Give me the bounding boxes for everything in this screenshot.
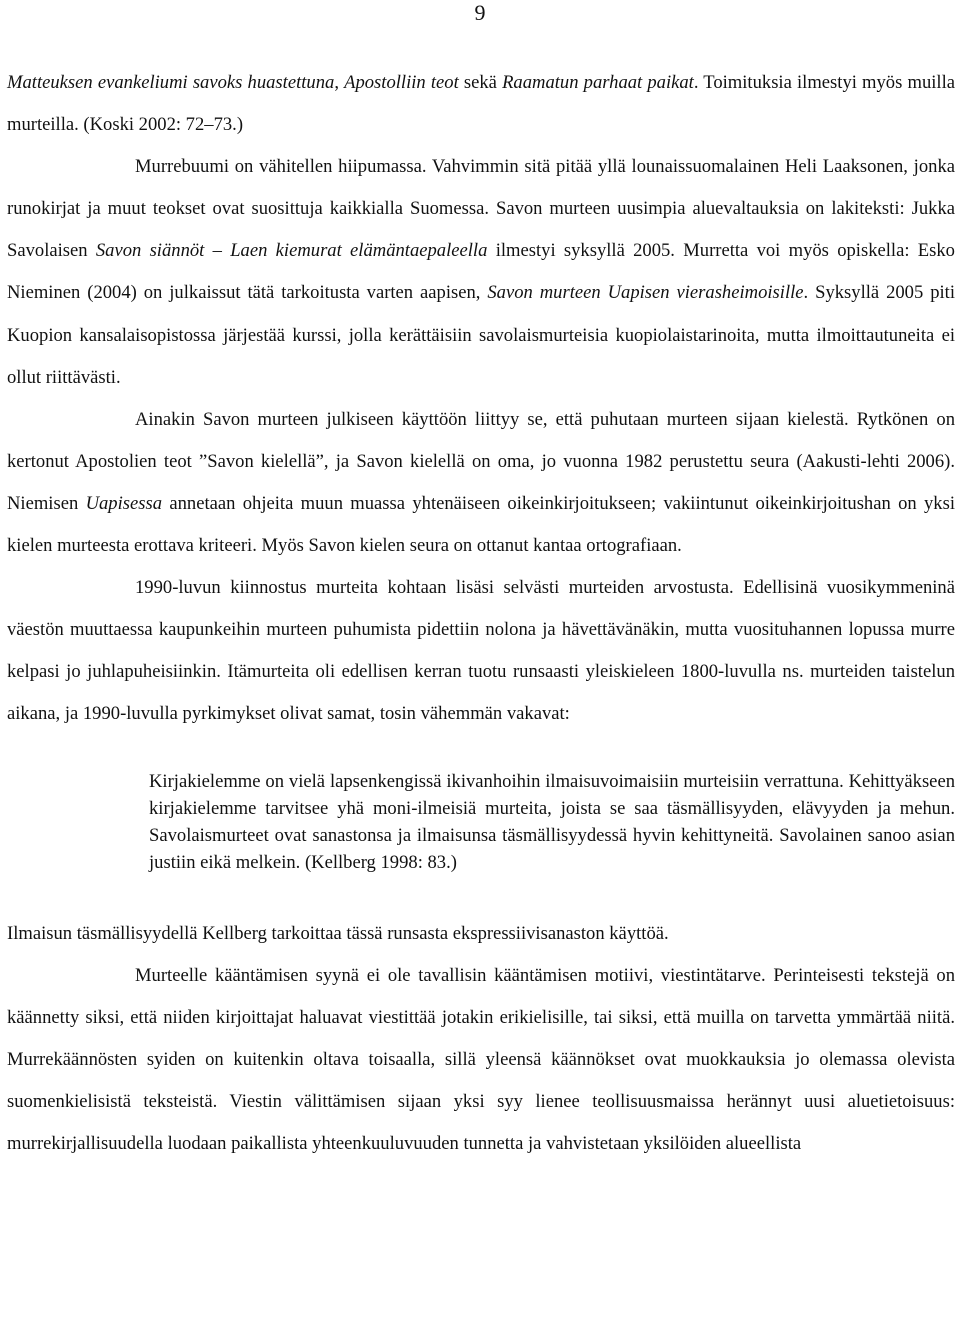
paragraph-kaantamisen-syy: Murteelle kääntämisen syynä ei ole tavallisin kääntämisen motiivi, viestintätarve. Perinteisesti tekstejä on käännetty siksi, että niiden kirjoittajat haluavat viestittää jotakin erikielisille, tai siksi, että muilla on tarvetta ymmärtää niitä. Murrekäännösten syiden on kuitenkin oltava toisaalla, sillä yleensä käännökset ovat muokkauksia jo olemassa olevista suomenkielisistä teksteistä. Viestin välittämisen sijaan yksi syy lienee teollisuusmaissa herännyt uusi aluetietoisuus: murrekirjallisuudella luodaan paikallista yhteenkuuluvuuden tunnetta ja vahvistetaan yksilöiden alueellista bbox=[7, 964, 955, 1155]
paragraph-kellberg: Ilmaisun täsmällisyydellä Kellberg tarkoittaa tässä runsasta ekspressiivisanaston käyttöä. bbox=[7, 922, 669, 944]
document-body bbox=[7, 62, 955, 1165]
paragraph-1990-luku: 1990-luvun kiinnostus murteita kohtaan lisäsi selvästi murteiden arvostusta. Edellisinä vuosikymmeninä väestön muuttaessa kaupunkeihin murteen puhumista pidettiin nolona ja hävettävänäkin, mutta vuosituhannen lopussa murre kelpasi jo juhlapuheisiinkin. Itämurteita oli edellisen kerran tuotu runsaasti yleiskieleen 1800-luvulla ns. murteiden taistelun aikana, ja 1990-luvulla pyrkimykset olivat samat, tosin vähemmän vakavat: bbox=[7, 577, 955, 725]
paragraph-savon-kieli: Ainakin Savon murteen julkiseen käyttöön liittyy se, että puhutaan murteen sijaan kielestä. Rytkönen on kertonut Apostolien teot ”Savon kielellä”, ja Savon kielellä on oma, jo vuonna 1982 perustettu seura (Aakusti-lehti 2006). Niemisen Uapisessa annetaan ohjeita muun muassa yhtenäiseen oikeinkirjoitukseen; vakiintunut oikeinkirjoitushan on yksi kielen murteesta erottava kriteeri. Myös Savon kielen seura on ottanut kantaa ortografiaan. bbox=[7, 408, 955, 557]
block-quote: Kirjakielemme on vielä lapsenkengissä ikivanhoihin ilmaisuvoimaisiin murteisiin verrattuna. Kehittyäkseen kirjakielemme tarvitsee yhä moni-ilmeisiä murteita, joista se saa täsmällisyyden, elävyyden ja mehun. Savolaismurteet ovat sanastonsa ja ilmaisunsa täsmällisyydessä hyvin kehittyneitä. Savolainen sanoo asian justiin eikä melkein. (Kellberg 1998: 83.) bbox=[149, 770, 955, 874]
paragraph-continuation: Matteuksen evankeliumi savoks huastettuna, Apostolliin teot sekä Raamatun parhaat paikat. Toimituksia ilmestyi myös muilla murteilla. (Koski 2002: 72–73.) bbox=[7, 72, 955, 136]
page-number: 9 bbox=[474, 0, 486, 25]
paragraph-murrebuumi: Murrebuumi on vähitellen hiipumassa. Vahvimmin sitä pitää yllä lounaissuomalainen Heli Laaksonen, jonka runokirjat ja muut teokset ovat suosittuja kaikkialla Suomessa. Savon murteen uusimpia aluevaltauksia on lakiteksti: Jukka Savolaisen Savon siännöt – Laen kiemurat elämäntaepaleella ilmestyi syksyllä 2005. Murretta voi myös opiskella: Esko Nieminen (2004) on julkaissut tätä tarkoitusta varten aapisen, Savon murteen Uapisen vierasheimoisille. Syksyllä 2005 piti Kuopion kansalaisopistossa järjestää kurssi, jolla kerättäisiin savolaismurteisia kuopiolaistarinoita, mutta ilmoittautuneita ei ollut riittävästi. bbox=[7, 156, 955, 388]
